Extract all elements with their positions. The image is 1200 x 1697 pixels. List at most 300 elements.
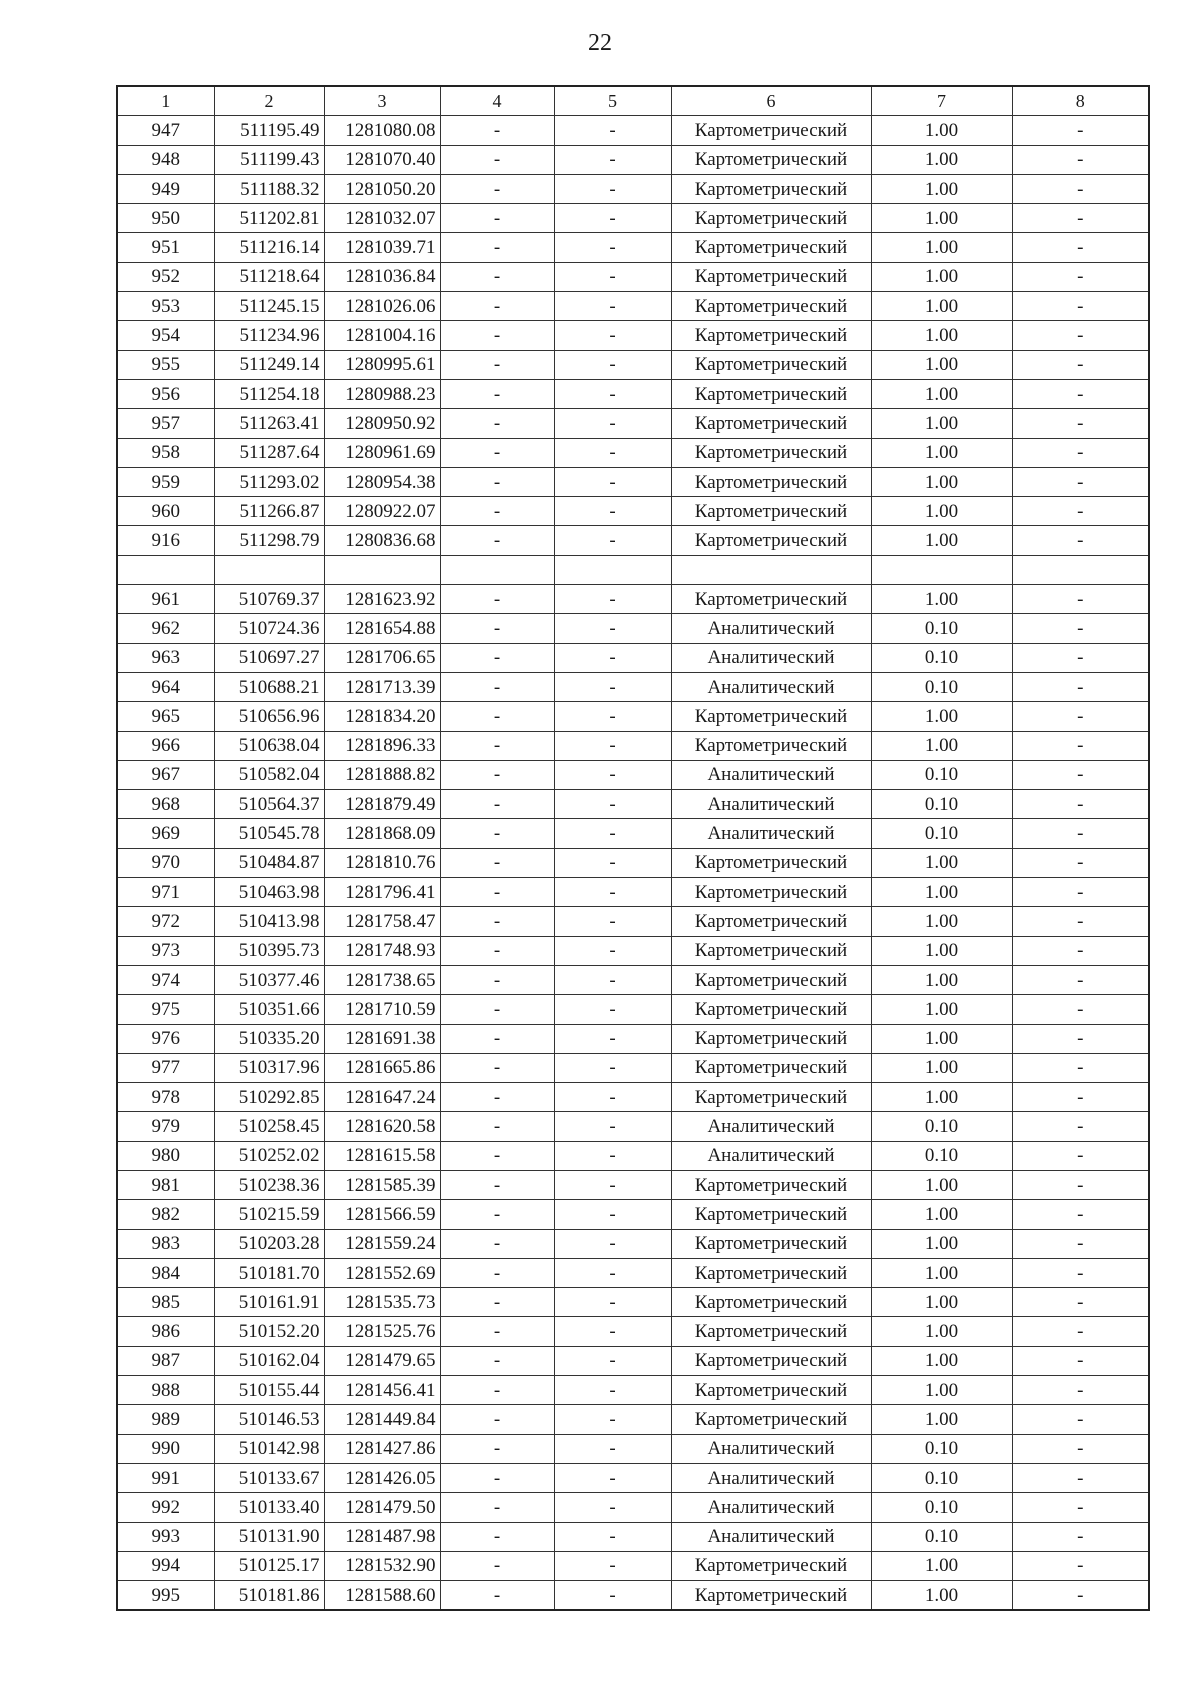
table-row xyxy=(117,1376,1149,1405)
point-number-cell: 950 xyxy=(117,204,214,233)
method-cell: Картометрический xyxy=(671,204,871,233)
x-coordinate-cell: 510769.37 xyxy=(214,585,324,614)
x-coordinate-cell: 510317.96 xyxy=(214,1053,324,1082)
col5-cell: - xyxy=(554,350,671,379)
accuracy-cell: 1.00 xyxy=(871,350,1012,379)
col4-cell: - xyxy=(440,1463,554,1492)
y-coordinate-cell: 1281487.98 xyxy=(324,1522,440,1551)
col5-cell: - xyxy=(554,1053,671,1082)
col5-cell: - xyxy=(554,1317,671,1346)
y-coordinate-cell: 1281620.58 xyxy=(324,1112,440,1141)
column-header: 4 xyxy=(440,86,554,116)
col5-cell: - xyxy=(554,262,671,291)
point-number-cell: 995 xyxy=(117,1581,214,1611)
col8-cell: - xyxy=(1012,292,1149,321)
table-row xyxy=(117,409,1149,438)
y-coordinate-cell: 1281623.92 xyxy=(324,585,440,614)
point-number-cell: 949 xyxy=(117,174,214,203)
x-coordinate-cell: 510131.90 xyxy=(214,1522,324,1551)
accuracy-cell: 0.10 xyxy=(871,1493,1012,1522)
x-coordinate-cell: 510215.59 xyxy=(214,1200,324,1229)
x-coordinate-cell: 511218.64 xyxy=(214,262,324,291)
table-row xyxy=(117,379,1149,408)
method-cell: Картометрический xyxy=(671,1317,871,1346)
accuracy-cell: 1.00 xyxy=(871,848,1012,877)
method-cell: Аналитический xyxy=(671,760,871,789)
col8-cell: - xyxy=(1012,965,1149,994)
col4-cell: - xyxy=(440,262,554,291)
method-cell: Картометрический xyxy=(671,526,871,555)
accuracy-cell: 1.00 xyxy=(871,995,1012,1024)
col4-cell: - xyxy=(440,760,554,789)
col8-cell: - xyxy=(1012,1581,1149,1611)
y-coordinate-cell: 1281710.59 xyxy=(324,995,440,1024)
accuracy-cell: 0.10 xyxy=(871,819,1012,848)
col8-cell: - xyxy=(1012,1493,1149,1522)
x-coordinate-cell: 510146.53 xyxy=(214,1405,324,1434)
method-cell: Картометрический xyxy=(671,731,871,760)
y-coordinate-cell: 1281004.16 xyxy=(324,321,440,350)
col8-cell: - xyxy=(1012,1200,1149,1229)
x-coordinate-cell: 510656.96 xyxy=(214,702,324,731)
col8-cell: - xyxy=(1012,1170,1149,1199)
col5-cell: - xyxy=(554,1288,671,1317)
col5-cell: - xyxy=(554,672,671,701)
method-cell: Картометрический xyxy=(671,1258,871,1287)
col8-cell: - xyxy=(1012,1463,1149,1492)
table-row xyxy=(117,1258,1149,1287)
method-cell: Аналитический xyxy=(671,672,871,701)
col4-cell: - xyxy=(440,672,554,701)
column-header: 6 xyxy=(671,86,871,116)
accuracy-cell: 1.00 xyxy=(871,174,1012,203)
col4-cell: - xyxy=(440,819,554,848)
method-cell xyxy=(671,555,871,584)
col4-cell xyxy=(440,555,554,584)
col8-cell: - xyxy=(1012,321,1149,350)
method-cell: Картометрический xyxy=(671,1083,871,1112)
table-row xyxy=(117,174,1149,203)
table-row xyxy=(117,1053,1149,1082)
col5-cell: - xyxy=(554,614,671,643)
method-cell: Картометрический xyxy=(671,1551,871,1580)
y-coordinate-cell: 1281026.06 xyxy=(324,292,440,321)
col8-cell: - xyxy=(1012,1112,1149,1141)
col8-cell: - xyxy=(1012,379,1149,408)
col4-cell: - xyxy=(440,614,554,643)
col4-cell: - xyxy=(440,1288,554,1317)
point-number-cell: 970 xyxy=(117,848,214,877)
col8-cell: - xyxy=(1012,819,1149,848)
method-cell: Картометрический xyxy=(671,907,871,936)
x-coordinate-cell: 510133.40 xyxy=(214,1493,324,1522)
col5-cell xyxy=(554,555,671,584)
x-coordinate-cell: 510582.04 xyxy=(214,760,324,789)
col4-cell: - xyxy=(440,526,554,555)
accuracy-cell: 0.10 xyxy=(871,760,1012,789)
method-cell: Картометрический xyxy=(671,438,871,467)
method-cell: Аналитический xyxy=(671,1493,871,1522)
y-coordinate-cell: 1280836.68 xyxy=(324,526,440,555)
y-coordinate-cell: 1280922.07 xyxy=(324,497,440,526)
method-cell: Картометрический xyxy=(671,1170,871,1199)
method-cell: Аналитический xyxy=(671,1112,871,1141)
accuracy-cell: 1.00 xyxy=(871,936,1012,965)
table-row xyxy=(117,116,1149,145)
x-coordinate-cell: 511216.14 xyxy=(214,233,324,262)
accuracy-cell: 0.10 xyxy=(871,672,1012,701)
col8-cell: - xyxy=(1012,878,1149,907)
table-row xyxy=(117,292,1149,321)
y-coordinate-cell: 1281070.40 xyxy=(324,145,440,174)
col4-cell: - xyxy=(440,321,554,350)
x-coordinate-cell: 511266.87 xyxy=(214,497,324,526)
y-coordinate-cell: 1281748.93 xyxy=(324,936,440,965)
table-row xyxy=(117,936,1149,965)
table-row xyxy=(117,1141,1149,1170)
y-coordinate-cell: 1280950.92 xyxy=(324,409,440,438)
table-row xyxy=(117,848,1149,877)
method-cell: Картометрический xyxy=(671,1346,871,1375)
method-cell: Картометрический xyxy=(671,1405,871,1434)
table-row xyxy=(117,760,1149,789)
method-cell: Аналитический xyxy=(671,819,871,848)
col4-cell: - xyxy=(440,643,554,672)
x-coordinate-cell: 510638.04 xyxy=(214,731,324,760)
table-row xyxy=(117,1493,1149,1522)
col8-cell: - xyxy=(1012,1522,1149,1551)
col4-cell: - xyxy=(440,409,554,438)
col8-cell: - xyxy=(1012,174,1149,203)
col4-cell: - xyxy=(440,1024,554,1053)
col5-cell: - xyxy=(554,585,671,614)
col8-cell: - xyxy=(1012,1405,1149,1434)
table-row xyxy=(117,233,1149,262)
col8-cell: - xyxy=(1012,262,1149,291)
col4-cell: - xyxy=(440,1493,554,1522)
y-coordinate-cell: 1281535.73 xyxy=(324,1288,440,1317)
method-cell: Картометрический xyxy=(671,585,871,614)
col8-cell: - xyxy=(1012,731,1149,760)
method-cell: Картометрический xyxy=(671,174,871,203)
y-coordinate-cell: 1281566.59 xyxy=(324,1200,440,1229)
accuracy-cell: 1.00 xyxy=(871,438,1012,467)
y-coordinate-cell: 1281888.82 xyxy=(324,760,440,789)
col5-cell: - xyxy=(554,321,671,350)
y-coordinate-cell: 1281050.20 xyxy=(324,174,440,203)
table-row xyxy=(117,1346,1149,1375)
x-coordinate-cell: 510395.73 xyxy=(214,936,324,965)
accuracy-cell: 1.00 xyxy=(871,1405,1012,1434)
col8-cell: - xyxy=(1012,907,1149,936)
table-row xyxy=(117,262,1149,291)
col4-cell: - xyxy=(440,497,554,526)
accuracy-cell: 1.00 xyxy=(871,379,1012,408)
table-row xyxy=(117,819,1149,848)
col5-cell: - xyxy=(554,1141,671,1170)
point-number-cell: 956 xyxy=(117,379,214,408)
y-coordinate-cell: 1281713.39 xyxy=(324,672,440,701)
col5-cell: - xyxy=(554,497,671,526)
y-coordinate-cell: 1281834.20 xyxy=(324,702,440,731)
method-cell: Картометрический xyxy=(671,467,871,496)
point-number-cell: 979 xyxy=(117,1112,214,1141)
x-coordinate-cell: 510484.87 xyxy=(214,848,324,877)
col8-cell: - xyxy=(1012,1288,1149,1317)
method-cell: Картометрический xyxy=(671,1376,871,1405)
method-cell: Аналитический xyxy=(671,614,871,643)
col4-cell: - xyxy=(440,995,554,1024)
col4-cell: - xyxy=(440,848,554,877)
method-cell: Аналитический xyxy=(671,790,871,819)
point-number-cell: 991 xyxy=(117,1463,214,1492)
col4-cell: - xyxy=(440,1141,554,1170)
col5-cell: - xyxy=(554,467,671,496)
accuracy-cell: 1.00 xyxy=(871,907,1012,936)
point-number-cell: 976 xyxy=(117,1024,214,1053)
x-coordinate-cell: 511263.41 xyxy=(214,409,324,438)
accuracy-cell: 1.00 xyxy=(871,965,1012,994)
col8-cell: - xyxy=(1012,350,1149,379)
accuracy-cell: 0.10 xyxy=(871,1463,1012,1492)
accuracy-cell: 1.00 xyxy=(871,145,1012,174)
col5-cell: - xyxy=(554,1493,671,1522)
col4-cell: - xyxy=(440,936,554,965)
table-row xyxy=(117,1083,1149,1112)
col8-cell: - xyxy=(1012,936,1149,965)
point-number-cell: 954 xyxy=(117,321,214,350)
table-row xyxy=(117,878,1149,907)
col4-cell: - xyxy=(440,1346,554,1375)
accuracy-cell: 0.10 xyxy=(871,790,1012,819)
y-coordinate-cell: 1281647.24 xyxy=(324,1083,440,1112)
table-row xyxy=(117,1434,1149,1463)
col4-cell: - xyxy=(440,1229,554,1258)
col8-cell: - xyxy=(1012,204,1149,233)
y-coordinate-cell: 1281758.47 xyxy=(324,907,440,936)
col5-cell: - xyxy=(554,116,671,145)
point-number-cell: 963 xyxy=(117,643,214,672)
x-coordinate-cell: 510238.36 xyxy=(214,1170,324,1199)
col4-cell: - xyxy=(440,878,554,907)
y-coordinate-cell: 1281879.49 xyxy=(324,790,440,819)
col8-cell: - xyxy=(1012,116,1149,145)
accuracy-cell: 1.00 xyxy=(871,1053,1012,1082)
column-header: 1 xyxy=(117,86,214,116)
y-coordinate-cell: 1281456.41 xyxy=(324,1376,440,1405)
col8-cell: - xyxy=(1012,585,1149,614)
method-cell: Картометрический xyxy=(671,233,871,262)
y-coordinate-cell: 1281706.65 xyxy=(324,643,440,672)
x-coordinate-cell: 511199.43 xyxy=(214,145,324,174)
y-coordinate-cell: 1281525.76 xyxy=(324,1317,440,1346)
method-cell: Картометрический xyxy=(671,292,871,321)
table-row xyxy=(117,1112,1149,1141)
table-row xyxy=(117,1522,1149,1551)
method-cell: Картометрический xyxy=(671,848,871,877)
col4-cell: - xyxy=(440,1170,554,1199)
table-row xyxy=(117,497,1149,526)
col8-cell: - xyxy=(1012,233,1149,262)
x-coordinate-cell: 510252.02 xyxy=(214,1141,324,1170)
method-cell: Картометрический xyxy=(671,497,871,526)
method-cell: Аналитический xyxy=(671,1463,871,1492)
table-row xyxy=(117,350,1149,379)
col5-cell: - xyxy=(554,409,671,438)
method-cell: Картометрический xyxy=(671,995,871,1024)
x-coordinate-cell: 510142.98 xyxy=(214,1434,324,1463)
col4-cell: - xyxy=(440,116,554,145)
x-coordinate-cell: 510258.45 xyxy=(214,1112,324,1141)
x-coordinate-cell: 510155.44 xyxy=(214,1376,324,1405)
method-cell: Картометрический xyxy=(671,1053,871,1082)
point-number-cell: 959 xyxy=(117,467,214,496)
col4-cell: - xyxy=(440,790,554,819)
col5-cell: - xyxy=(554,819,671,848)
x-coordinate-cell: 510564.37 xyxy=(214,790,324,819)
table-row xyxy=(117,614,1149,643)
point-number-cell: 981 xyxy=(117,1170,214,1199)
method-cell: Картометрический xyxy=(671,321,871,350)
accuracy-cell: 0.10 xyxy=(871,1141,1012,1170)
column-header: 3 xyxy=(324,86,440,116)
col5-cell: - xyxy=(554,1463,671,1492)
accuracy-cell: 1.00 xyxy=(871,1258,1012,1287)
point-number-cell: 992 xyxy=(117,1493,214,1522)
y-coordinate-cell: 1281479.65 xyxy=(324,1346,440,1375)
method-cell: Картометрический xyxy=(671,878,871,907)
point-number-cell: 960 xyxy=(117,497,214,526)
col8-cell: - xyxy=(1012,702,1149,731)
point-number-cell: 967 xyxy=(117,760,214,789)
point-number-cell: 985 xyxy=(117,1288,214,1317)
method-cell: Аналитический xyxy=(671,1141,871,1170)
col5-cell: - xyxy=(554,1024,671,1053)
x-coordinate-cell: 511195.49 xyxy=(214,116,324,145)
y-coordinate-cell: 1280954.38 xyxy=(324,467,440,496)
col8-cell: - xyxy=(1012,145,1149,174)
col5-cell: - xyxy=(554,1170,671,1199)
point-number-cell: 916 xyxy=(117,526,214,555)
col4-cell: - xyxy=(440,1581,554,1611)
col4-cell: - xyxy=(440,1405,554,1434)
table-row xyxy=(117,907,1149,936)
y-coordinate-cell: 1281868.09 xyxy=(324,819,440,848)
accuracy-cell: 1.00 xyxy=(871,1288,1012,1317)
table-row xyxy=(117,995,1149,1024)
coordinates-table xyxy=(116,85,1150,1611)
column-header: 2 xyxy=(214,86,324,116)
point-number-cell: 980 xyxy=(117,1141,214,1170)
col8-cell: - xyxy=(1012,672,1149,701)
col8-cell: - xyxy=(1012,614,1149,643)
accuracy-cell: 1.00 xyxy=(871,526,1012,555)
method-cell: Картометрический xyxy=(671,702,871,731)
point-number-cell: 971 xyxy=(117,878,214,907)
y-coordinate-cell: 1281665.86 xyxy=(324,1053,440,1082)
col8-cell: - xyxy=(1012,1434,1149,1463)
x-coordinate-cell: 511202.81 xyxy=(214,204,324,233)
col4-cell: - xyxy=(440,379,554,408)
y-coordinate-cell: 1280988.23 xyxy=(324,379,440,408)
col5-cell: - xyxy=(554,643,671,672)
y-coordinate-cell: 1281426.05 xyxy=(324,1463,440,1492)
table-row xyxy=(117,965,1149,994)
x-coordinate-cell: 510133.67 xyxy=(214,1463,324,1492)
y-coordinate-cell: 1281427.86 xyxy=(324,1434,440,1463)
col5-cell: - xyxy=(554,731,671,760)
col8-cell: - xyxy=(1012,1024,1149,1053)
method-cell: Картометрический xyxy=(671,116,871,145)
col5-cell: - xyxy=(554,848,671,877)
method-cell: Картометрический xyxy=(671,965,871,994)
y-coordinate-cell: 1281080.08 xyxy=(324,116,440,145)
col5-cell: - xyxy=(554,936,671,965)
col5-cell: - xyxy=(554,204,671,233)
col4-cell: - xyxy=(440,1434,554,1463)
x-coordinate-cell: 511245.15 xyxy=(214,292,324,321)
method-cell: Аналитический xyxy=(671,1522,871,1551)
method-cell: Картометрический xyxy=(671,936,871,965)
column-header: 5 xyxy=(554,86,671,116)
col8-cell: - xyxy=(1012,1083,1149,1112)
method-cell: Картометрический xyxy=(671,379,871,408)
method-cell: Картометрический xyxy=(671,1200,871,1229)
y-coordinate-cell: 1280961.69 xyxy=(324,438,440,467)
method-cell: Картометрический xyxy=(671,350,871,379)
point-number-cell: 994 xyxy=(117,1551,214,1580)
accuracy-cell: 1.00 xyxy=(871,1200,1012,1229)
point-number-cell: 964 xyxy=(117,672,214,701)
col5-cell: - xyxy=(554,702,671,731)
y-coordinate-cell: 1281559.24 xyxy=(324,1229,440,1258)
accuracy-cell: 0.10 xyxy=(871,643,1012,672)
x-coordinate-cell: 510125.17 xyxy=(214,1551,324,1580)
x-coordinate-cell: 510162.04 xyxy=(214,1346,324,1375)
table-row xyxy=(117,790,1149,819)
col8-cell: - xyxy=(1012,995,1149,1024)
col5-cell: - xyxy=(554,995,671,1024)
method-cell: Аналитический xyxy=(671,1434,871,1463)
accuracy-cell: 0.10 xyxy=(871,1434,1012,1463)
table-row xyxy=(117,438,1149,467)
col8-cell: - xyxy=(1012,790,1149,819)
y-coordinate-cell: 1281449.84 xyxy=(324,1405,440,1434)
accuracy-cell: 1.00 xyxy=(871,1170,1012,1199)
x-coordinate-cell xyxy=(214,555,324,584)
accuracy-cell: 1.00 xyxy=(871,292,1012,321)
col8-cell: - xyxy=(1012,1053,1149,1082)
col5-cell: - xyxy=(554,145,671,174)
table-header-row xyxy=(117,86,1149,116)
col5-cell: - xyxy=(554,878,671,907)
col4-cell: - xyxy=(440,965,554,994)
accuracy-cell: 1.00 xyxy=(871,233,1012,262)
col4-cell: - xyxy=(440,350,554,379)
x-coordinate-cell: 511298.79 xyxy=(214,526,324,555)
col8-cell: - xyxy=(1012,438,1149,467)
x-coordinate-cell: 511188.32 xyxy=(214,174,324,203)
point-number-cell: 993 xyxy=(117,1522,214,1551)
point-number-cell: 978 xyxy=(117,1083,214,1112)
point-number-cell: 972 xyxy=(117,907,214,936)
column-header: 8 xyxy=(1012,86,1149,116)
point-number-cell xyxy=(117,555,214,584)
col8-cell: - xyxy=(1012,1258,1149,1287)
point-number-cell: 989 xyxy=(117,1405,214,1434)
col5-cell: - xyxy=(554,760,671,789)
point-number-cell: 983 xyxy=(117,1229,214,1258)
